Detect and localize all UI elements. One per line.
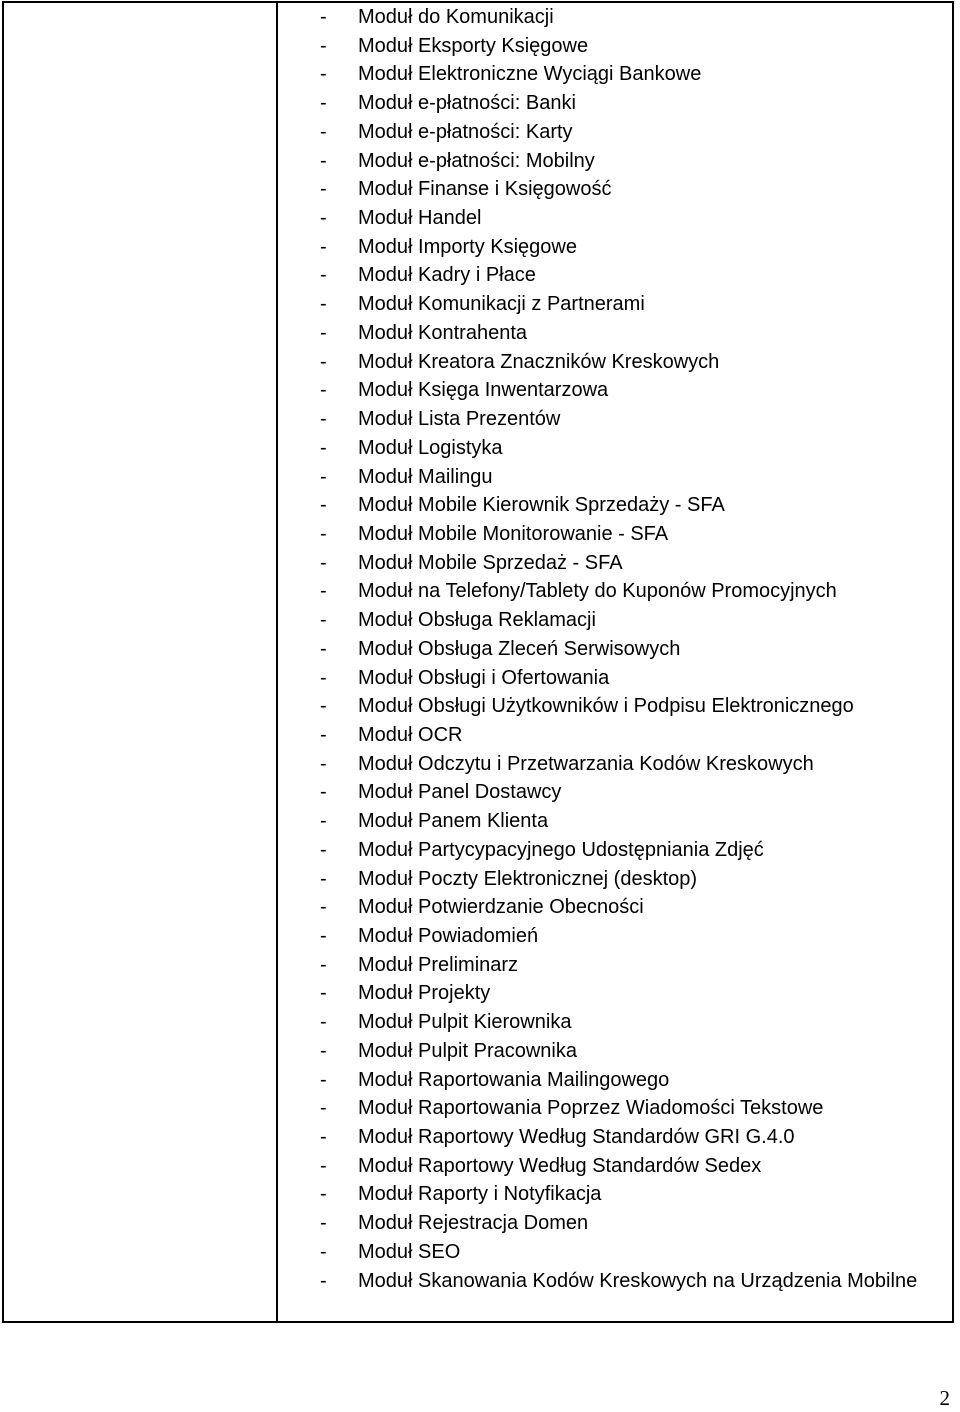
list-bullet: - <box>320 666 327 689</box>
module-name: Moduł Preliminarz <box>358 953 519 976</box>
list-bullet: - <box>320 982 327 1005</box>
list-bullet: - <box>320 1154 327 1177</box>
module-name: Moduł Raportowy Według Standardów Sedex <box>358 1154 762 1177</box>
page-number: 2 <box>939 1386 950 1410</box>
list-bullet: - <box>320 695 327 718</box>
module-name: Moduł Handel <box>358 207 482 230</box>
list-bullet: - <box>320 1240 327 1263</box>
list-bullet: - <box>320 6 327 28</box>
module-name: Moduł Raportowania Mailingowego <box>358 1068 670 1091</box>
module-name: Moduł e-płatności: Mobilny <box>358 149 595 172</box>
list-bullet: - <box>320 551 327 574</box>
list-bullet: - <box>320 120 327 143</box>
module-name: Moduł Komunikacji z Partnerami <box>358 293 645 316</box>
list-bullet: - <box>320 293 327 316</box>
list-bullet: - <box>320 207 327 230</box>
list-item <box>320 1152 918 1181</box>
list-item <box>320 60 918 89</box>
list-item <box>320 1238 918 1267</box>
list-bullet: - <box>320 1269 327 1292</box>
list-bullet: - <box>320 264 327 287</box>
list-bullet: - <box>320 1126 327 1149</box>
list-item <box>320 1037 918 1066</box>
module-name: Moduł Raporty i Notyfikacja <box>358 1183 602 1206</box>
module-name: Moduł Raportowania Poprzez Wiadomości Tekstowe <box>358 1097 824 1120</box>
list-item <box>320 204 918 233</box>
list-bullet: - <box>320 1068 327 1091</box>
module-name: Moduł Eksporty Księgowe <box>358 34 589 57</box>
module-list <box>320 3 918 1295</box>
list-bullet: - <box>320 896 327 919</box>
list-item <box>320 118 918 147</box>
list-bullet: - <box>320 178 327 201</box>
module-name: Moduł Kadry i Płace <box>358 264 536 287</box>
list-bullet: - <box>320 752 327 775</box>
list-item <box>320 606 918 635</box>
list-item <box>320 290 918 319</box>
list-item <box>320 721 918 750</box>
list-item <box>320 319 918 348</box>
column-divider <box>276 3 278 1321</box>
module-name: Moduł Kreatora Znaczników Kreskowych <box>358 350 720 373</box>
module-name: Moduł e-płatności: Karty <box>358 120 573 143</box>
list-bullet: - <box>320 235 327 258</box>
list-item <box>320 635 918 664</box>
module-name: Moduł Pulpit Pracownika <box>358 1039 577 1062</box>
list-bullet: - <box>320 494 327 517</box>
list-bullet: - <box>320 379 327 402</box>
module-name: Moduł Mobile Monitorowanie - SFA <box>358 522 669 545</box>
module-name: Moduł Pulpit Kierownika <box>358 1011 572 1034</box>
list-bullet: - <box>320 1183 327 1206</box>
module-name: Moduł Panem Klienta <box>358 810 549 833</box>
module-name: Moduł OCR <box>358 723 463 746</box>
module-name: Moduł Finanse i Księgowość <box>358 178 612 201</box>
module-name: Moduł Obsługa Reklamacji <box>358 609 596 632</box>
list-item <box>320 1123 918 1152</box>
list-bullet: - <box>320 953 327 976</box>
module-name: Moduł Raportowy Według Standardów GRI G.4.0 <box>358 1126 795 1149</box>
list-bullet: - <box>320 465 327 488</box>
list-bullet: - <box>320 867 327 890</box>
list-item <box>320 1209 918 1238</box>
module-name: Moduł Logistyka <box>358 436 503 459</box>
list-bullet: - <box>320 580 327 603</box>
list-item <box>320 979 918 1008</box>
list-bullet: - <box>320 1097 327 1120</box>
list-item <box>320 951 918 980</box>
module-name: Moduł Potwierdzanie Obecności <box>358 896 644 919</box>
list-bullet: - <box>320 1039 327 1062</box>
module-name: Moduł na Telefony/Tablety do Kuponów Promocyjnych <box>358 580 837 603</box>
list-item <box>320 549 918 578</box>
list-bullet: - <box>320 838 327 861</box>
list-item <box>320 405 918 434</box>
module-name: Moduł e-płatności: Banki <box>358 92 576 115</box>
list-item <box>320 836 918 865</box>
list-item <box>320 692 918 721</box>
module-name: Moduł Panel Dostawcy <box>358 781 562 804</box>
list-item <box>320 520 918 549</box>
list-bullet: - <box>320 522 327 545</box>
list-item <box>320 233 918 262</box>
list-bullet: - <box>320 321 327 344</box>
module-name: Moduł Mobile Sprzedaż - SFA <box>358 551 623 574</box>
list-item <box>320 865 918 894</box>
list-bullet: - <box>320 925 327 947</box>
list-item <box>320 376 918 405</box>
list-item <box>320 32 918 61</box>
list-item <box>320 491 918 520</box>
module-name: Moduł Poczty Elektronicznej (desktop) <box>358 867 698 890</box>
module-name: Moduł Kontrahenta <box>358 321 528 344</box>
list-bullet: - <box>320 810 327 833</box>
list-item <box>320 807 918 836</box>
module-name: Moduł Skanowania Kodów Kreskowych na Urządzenia Mobilne <box>358 1269 918 1292</box>
list-bullet: - <box>320 1011 327 1034</box>
list-item <box>320 778 918 807</box>
list-item <box>320 664 918 693</box>
list-bullet: - <box>320 609 327 632</box>
module-name: Moduł Odczytu i Przetwarzania Kodów Kreskowych <box>358 752 814 775</box>
module-name: Moduł Rejestracja Domen <box>358 1212 589 1235</box>
list-bullet: - <box>320 781 327 804</box>
list-item <box>320 577 918 606</box>
module-name: Moduł Importy Księgowe <box>358 235 577 258</box>
list-item <box>320 1066 918 1095</box>
list-bullet: - <box>320 408 327 431</box>
list-bullet: - <box>320 723 327 746</box>
list-item <box>320 1008 918 1037</box>
modules-table <box>2 1 954 1323</box>
list-item <box>320 750 918 779</box>
list-bullet: - <box>320 637 327 660</box>
module-name: Moduł Elektroniczne Wyciągi Bankowe <box>358 63 702 86</box>
list-item <box>320 434 918 463</box>
module-name: Moduł Obsługi i Ofertowania <box>358 666 610 689</box>
list-item <box>320 922 918 951</box>
module-name: Moduł Projekty <box>358 982 491 1005</box>
list-item <box>320 147 918 176</box>
list-item <box>320 89 918 118</box>
list-bullet: - <box>320 436 327 459</box>
list-item <box>320 893 918 922</box>
list-bullet: - <box>320 63 327 86</box>
list-bullet: - <box>320 34 327 57</box>
list-item <box>320 1267 918 1296</box>
module-name: Moduł SEO <box>358 1240 461 1263</box>
list-item <box>320 1180 918 1209</box>
list-bullet: - <box>320 92 327 115</box>
module-name: Moduł Obsługi Użytkowników i Podpisu Elektronicznego <box>358 695 854 718</box>
module-name: Moduł Lista Prezentów <box>358 408 561 431</box>
list-item <box>320 261 918 290</box>
list-bullet: - <box>320 149 327 172</box>
module-name: Moduł Księga Inwentarzowa <box>358 379 609 402</box>
list-item <box>320 175 918 204</box>
list-item <box>320 463 918 492</box>
module-name: Moduł Obsługa Zleceń Serwisowych <box>358 637 681 660</box>
list-item <box>320 348 918 377</box>
module-name: Moduł Mobile Kierownik Sprzedaży - SFA <box>358 494 725 517</box>
list-bullet: - <box>320 1212 327 1235</box>
module-name: Moduł Mailingu <box>358 465 493 488</box>
list-bullet: - <box>320 350 327 373</box>
module-name: Moduł Powiadomień <box>358 925 539 947</box>
module-name: Moduł do Komunikacji <box>358 6 554 28</box>
list-item <box>320 3 918 32</box>
module-name: Moduł Partycypacyjnego Udostępniania Zdjęć <box>358 838 764 861</box>
list-item <box>320 1094 918 1123</box>
